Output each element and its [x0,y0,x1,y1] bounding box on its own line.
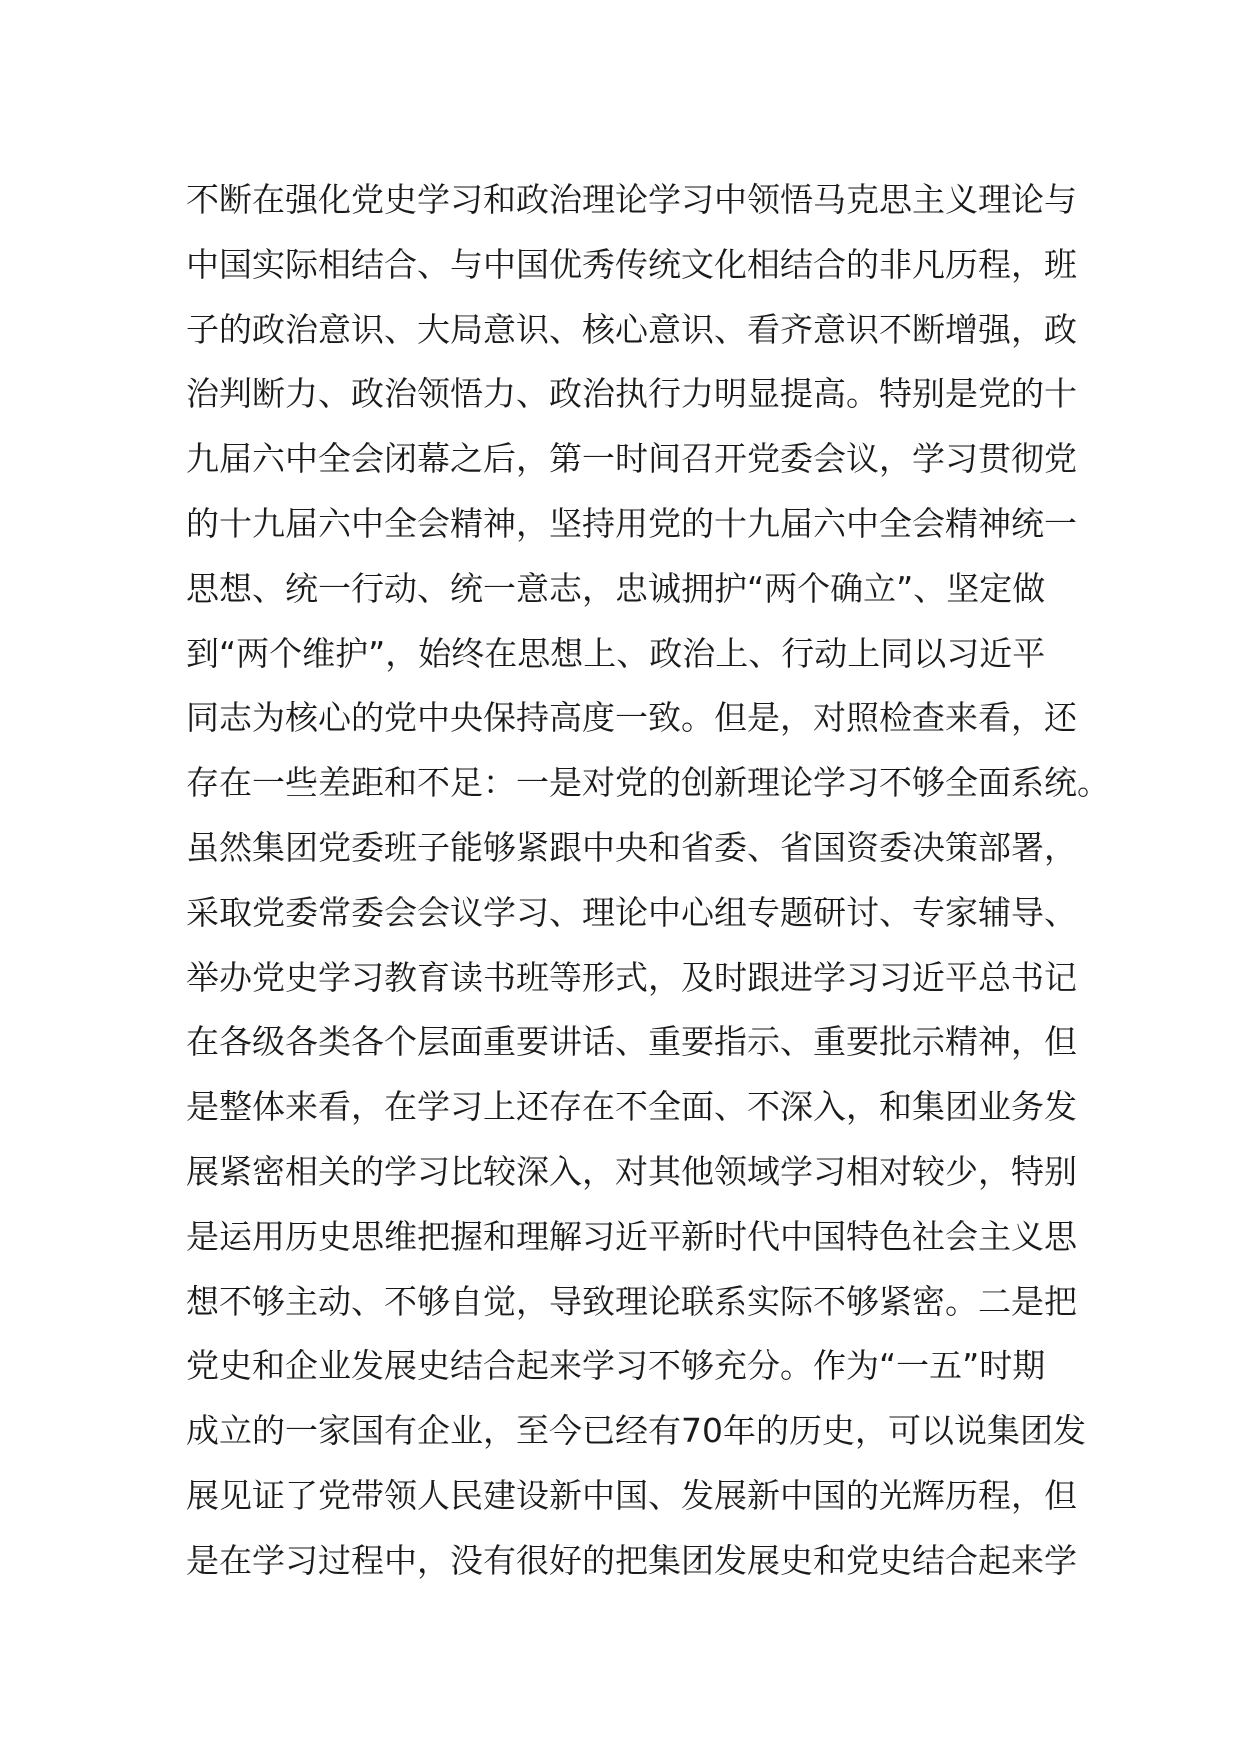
text-line-2: 中国实际相结合、与中国优秀传统文化相结合的非凡历程，班 [186,244,1077,284]
text-line-11: 虽然集团党委班子能够紧跟中央和省委、省国资委决策部署， [186,827,1077,867]
text-line-8: 到“两个维护”，始终在思想上、政治上、行动上同以习近平 [186,633,1046,673]
text-line-20: 成立的一家国有企业，至今已经有70年的历史，可以说集团发 [186,1411,1086,1451]
text-line-15: 是整体来看，在学习上还存在不全面、不深入，和集团业务发 [186,1087,1077,1127]
text-line-13: 举办党史学习教育读书班等形式，及时跟进学习习近平总书记 [186,957,1077,997]
text-line-7: 思想、统一行动、统一意志，忠诚拥护“两个确立”、坚定做 [186,568,1046,608]
text-line-12: 采取党委常委会会议学习、理论中心组专题研讨、专家辅导、 [186,892,1077,932]
text-line-16: 展紧密相关的学习比较深入，对其他领域学习相对较少，特别 [186,1151,1077,1191]
text-line-10: 存在一些差距和不足：一是对党的创新理论学习不够全面系统。 [186,763,1110,803]
text-line-19: 党史和企业发展史结合起来学习不够充分。作为“一五”时期 [186,1346,1046,1386]
text-line-21: 展见证了党带领人民建设新中国、发展新中国的光辉历程，但 [186,1475,1077,1515]
text-line-14: 在各级各类各个层面重要讲话、重要指示、重要批示精神，但 [186,1022,1077,1062]
body-text [186,168,1110,1594]
text-line-4: 治判断力、政治领悟力、政治执行力明显提高。特别是党的十 [186,374,1077,414]
text-line-22: 是在学习过程中，没有很好的把集团发展史和党史结合起来学 [186,1540,1077,1580]
text-line-5: 九届六中全会闭幕之后，第一时间召开党委会议，学习贯彻党 [186,439,1077,479]
text-line-6: 的十九届六中全会精神，坚持用党的十九届六中全会精神统一 [186,503,1077,543]
text-line-3: 子的政治意识、大局意识、核心意识、看齐意识不断增强，政 [186,309,1077,349]
text-line-17: 是运用历史思维把握和理解习近平新时代中国特色社会主义思 [186,1216,1077,1256]
text-line-18: 想不够主动、不够自觉，导致理论联系实际不够紧密。二是把 [186,1281,1077,1321]
text-line-9: 同志为核心的党中央保持高度一致。但是，对照检查来看，还 [186,698,1077,738]
text-line-1: 不断在强化党史学习和政治理论学习中领悟马克思主义理论与 [186,180,1077,219]
